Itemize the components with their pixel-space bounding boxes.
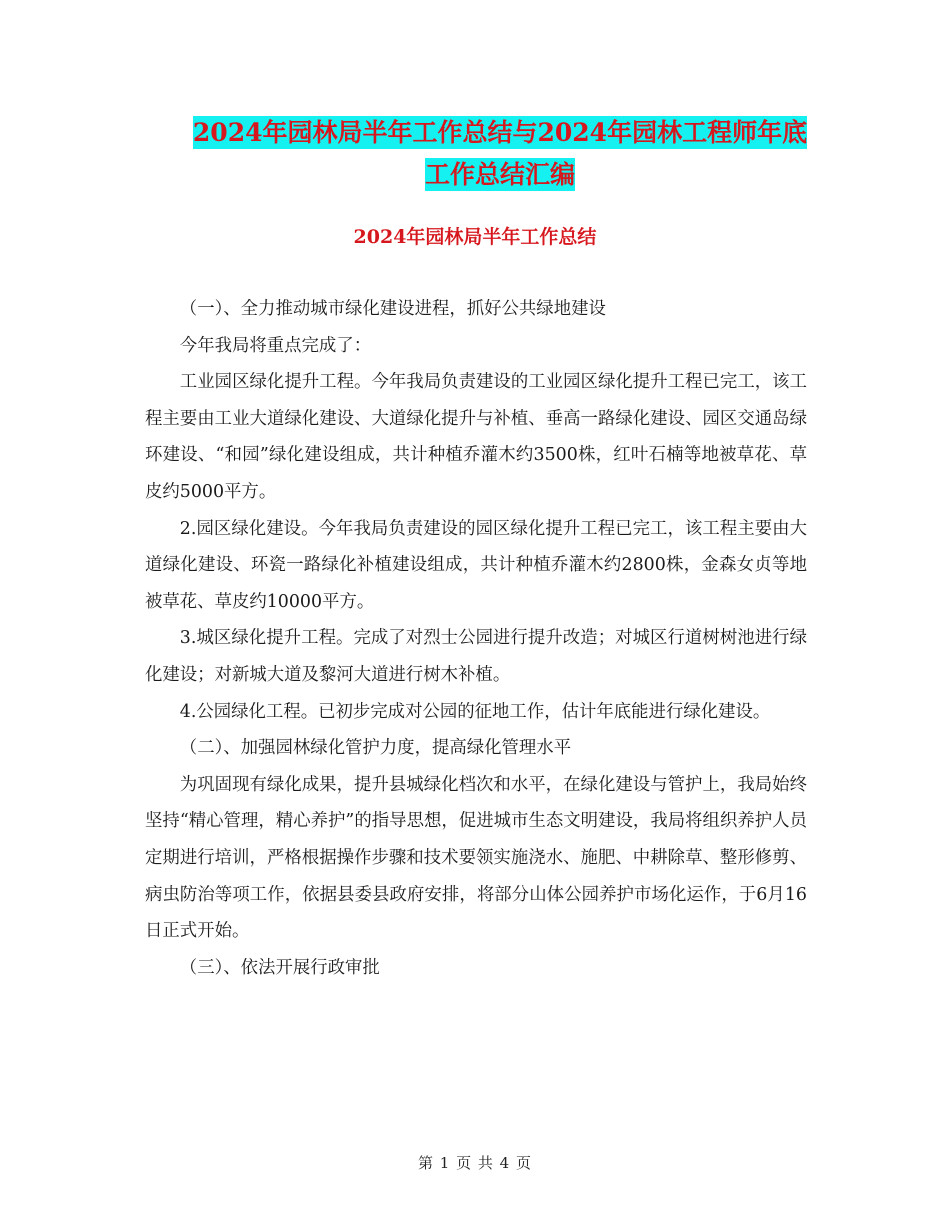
- paragraph: 今年我局将重点完成了：: [179, 335, 372, 356]
- document-title-line-2: 工作总结汇编: [424, 160, 575, 189]
- paragraph: 为巩固现有绿化成果，提升县城绿化档次和水平，在绿化建设与管护上，我局始终坚持“精心管理，精心养护”的指导思想，促进城市生态文明建设，我局将组织养护人员定期进行培训，严格根据操作步骤和技术要领实施浇水、施肥、中耕除草、整形修剪、病虫防治等项工作，依据县委县政府安排，将部分山体公园养护市场化运作，于6月16日正式开始。: [145, 774, 807, 942]
- paragraph: 2.园区绿化建设。今年我局负责建设的园区绿化提升工程已完工，该工程主要由大道绿化建设、环瓷一路绿化补植建设组成，共计种植乔灌木约2800株，金森女贞等地被草花、草皮约10000平方。: [145, 518, 807, 612]
- document-title: [150, 112, 850, 196]
- paragraph: （三）、依法开展行政审批: [179, 957, 380, 978]
- section-title: 2024年园林局半年工作总结: [353, 226, 597, 248]
- document-body: [145, 291, 807, 986]
- document-title-line-1: 2024年园林局半年工作总结与2024年园林工程师年底: [192, 118, 808, 147]
- paragraph: 工业园区绿化提升工程。今年我局负责建设的工业园区绿化提升工程已完工，该工程主要由工业大道绿化建设、大道绿化提升与补植、垂高一路绿化建设、园区交通岛绿环建设、“和园”绿化建设组成，共计种植乔灌木约3500株，红叶石楠等地被草花、草皮约5000平方。: [145, 372, 807, 502]
- paragraph: （二）、加强园林绿化管护力度，提高绿化管理水平: [179, 738, 572, 759]
- page-footer: 第 1 页 共 4 页: [418, 1154, 532, 1172]
- paragraph: 4.公园绿化工程。已初步完成对公园的征地工作，估计年底能进行绿化建设。: [179, 701, 771, 722]
- paragraph: （一）、全力推动城市绿化建设进程，抓好公共绿地建设: [179, 299, 606, 319]
- paragraph: 3.城区绿化提升工程。完成了对烈士公园进行提升改造；对城区行道树树池进行绿化建设；对新城大道及黎河大道进行树木补植。: [145, 628, 807, 685]
